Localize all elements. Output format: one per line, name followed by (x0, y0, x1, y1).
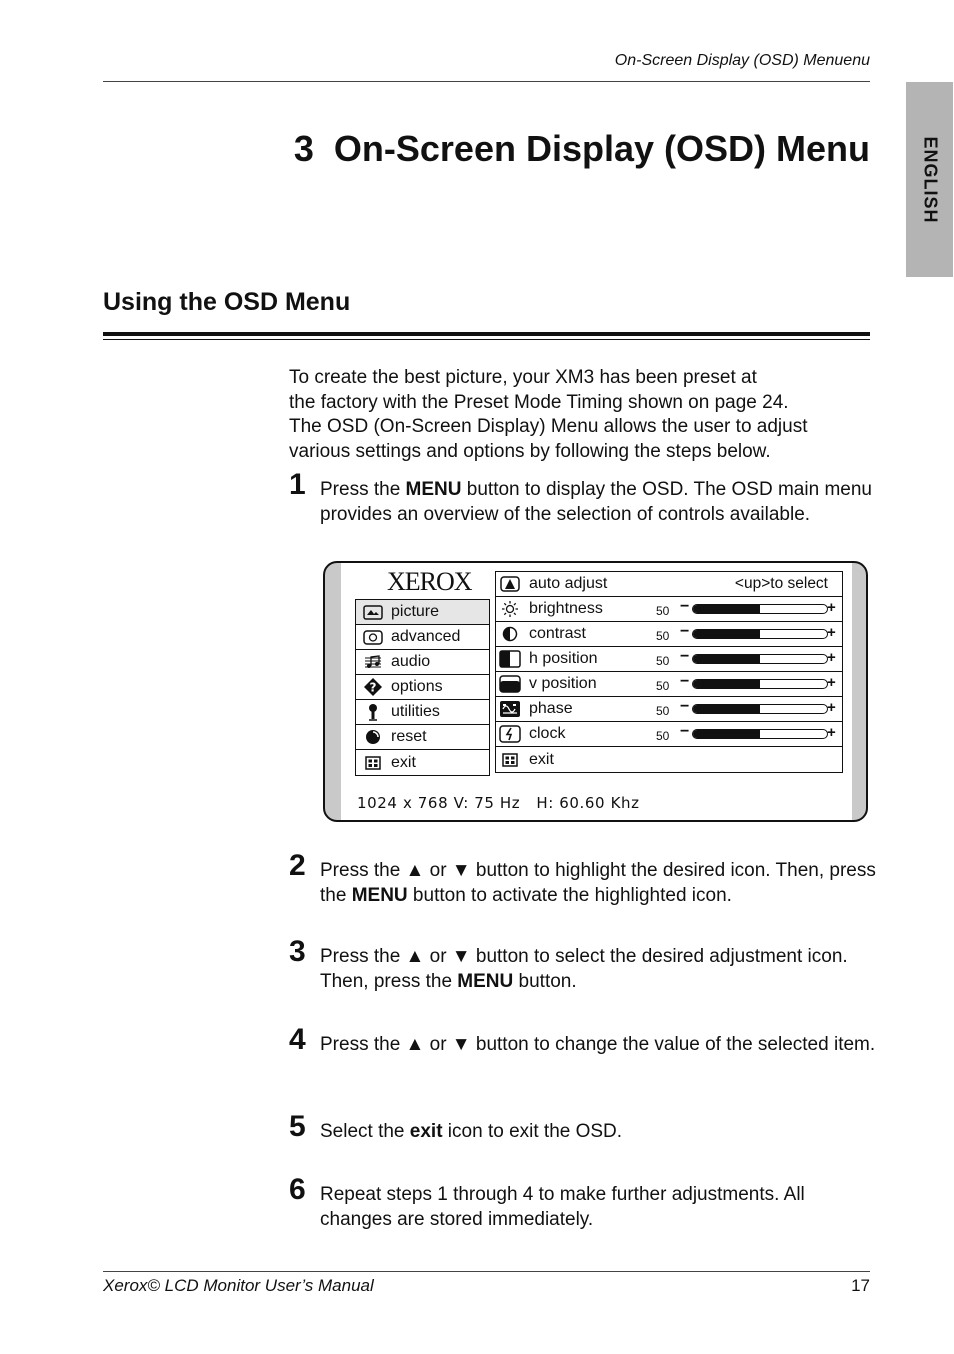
osd-menu-item-reset[interactable] (356, 725, 489, 750)
slider-fill (693, 730, 760, 738)
step-text: Press the MENU button to display the OSD. The OSD main menu provides an overview of the selection of controls available. (320, 479, 872, 525)
osd-menu-label: picture (391, 603, 440, 620)
intro-paragraph (289, 366, 879, 464)
running-header: On-Screen Display (OSD) Menuenu (614, 52, 870, 69)
section-title: Using the OSD Menu (103, 288, 351, 316)
osd-status-line: 1024 x 768 V: 75 Hz H: 60.60 Khz (357, 794, 640, 812)
osd-main-menu (355, 599, 490, 776)
osd-submenu-item-h-position[interactable] (496, 647, 842, 672)
osd-submenu-label: contrast (529, 625, 586, 642)
step-number: 1 (289, 468, 306, 501)
slider-fill (693, 630, 760, 638)
osd-menu-label: utilities (391, 703, 440, 720)
xerox-logo: XEROX (387, 567, 472, 596)
minus-sign: − (680, 673, 690, 690)
plus-sign: + (827, 599, 836, 616)
h-position-slider[interactable] (692, 654, 828, 664)
plus-sign: + (827, 624, 836, 641)
clock-slider[interactable] (692, 729, 828, 739)
audio-icon (362, 654, 384, 670)
osd-menu-label: reset (391, 728, 427, 745)
page-number: 17 (851, 1276, 870, 1295)
minus-sign: − (680, 698, 690, 715)
footer-rule (103, 1271, 870, 1272)
osd-menu-label: options (391, 678, 443, 695)
osd-submenu-item-phase[interactable] (496, 697, 842, 722)
brightness-icon (499, 600, 521, 618)
v-position-icon (499, 675, 521, 693)
intro-line: The OSD (On-Screen Display) Menu allows the user to adjust (289, 416, 808, 437)
osd-menu-item-picture[interactable] (356, 600, 489, 625)
setting-value: 50 (656, 729, 670, 743)
osd-menu-item-audio[interactable] (356, 650, 489, 675)
step-text: Press the ▲ or ▼ button to select the desired adjustment icon. Then, press the MENU button. (320, 946, 848, 992)
osd-submenu-item-brightness[interactable] (496, 597, 842, 622)
osd-submenu-label: exit (529, 750, 554, 768)
slider-fill (693, 655, 760, 663)
setting-value: 50 (656, 679, 670, 693)
options-icon (362, 679, 384, 695)
chapter-title: 3 On-Screen Display (OSD) Menu (293, 128, 870, 169)
osd-submenu-label: clock (529, 725, 566, 742)
osd-submenu-item-exit[interactable] (496, 747, 842, 772)
section-rule-thick (103, 332, 870, 336)
language-tab-label: ENGLISH (920, 135, 940, 224)
v-position-slider[interactable] (692, 679, 828, 689)
osd-submenu-label: phase (529, 700, 573, 717)
contrast-icon (499, 625, 521, 643)
auto-adjust-icon (499, 575, 521, 593)
section-rule-thin (103, 339, 870, 340)
osd-menu-label: exit (391, 753, 416, 771)
plus-sign: + (827, 699, 836, 716)
language-tab (906, 82, 953, 277)
step-text: Press the ▲ or ▼ button to highlight the desired icon. Then, press the MENU button to activate the highlighted icon. (320, 860, 876, 906)
utilities-icon (362, 704, 384, 720)
phase-slider[interactable] (692, 704, 828, 714)
step-number: 2 (289, 849, 306, 882)
svg-text:?: ? (369, 680, 377, 695)
intro-line: various settings and options by following the steps below. (289, 440, 771, 462)
osd-submenu-item-clock[interactable] (496, 722, 842, 747)
intro-line: the factory with the Preset Mode Timing shown on page 24. (289, 391, 789, 413)
minus-sign: − (680, 723, 690, 740)
osd-submenu-label: v position (529, 675, 597, 692)
osd-menu-item-utilities[interactable] (356, 700, 489, 725)
plus-sign: + (827, 724, 836, 741)
step-text: Select the exit icon to exit the OSD. (320, 1121, 623, 1142)
slider-fill (693, 705, 760, 713)
clock-icon (499, 725, 521, 743)
osd-submenu-item-v-position[interactable] (496, 672, 842, 697)
setting-value: 50 (656, 704, 670, 718)
osd-submenu-item-contrast[interactable] (496, 622, 842, 647)
osd-menu-item-advanced[interactable] (356, 625, 489, 650)
intro-line: To create the best picture, your XM3 has been preset at (289, 367, 757, 388)
h-position-icon (499, 650, 521, 668)
minus-sign: − (680, 598, 690, 615)
phase-icon (499, 700, 521, 718)
minus-sign: − (680, 648, 690, 665)
exit-icon (362, 755, 384, 771)
step-number: 5 (289, 1110, 306, 1143)
osd-menu-label: audio (391, 653, 431, 670)
step-number: 6 (289, 1173, 306, 1206)
contrast-slider[interactable] (692, 629, 828, 639)
osd-submenu-label: brightness (529, 600, 603, 617)
slider-fill (693, 680, 760, 688)
osd-submenu (495, 571, 843, 773)
osd-menu-item-options[interactable] (356, 675, 489, 700)
plus-sign: + (827, 649, 836, 666)
slider-fill (693, 605, 760, 613)
reset-icon (362, 729, 384, 745)
step-text: Press the ▲ or ▼ button to change the value of the selected item. (320, 1034, 876, 1055)
step-text: Repeat steps 1 through 4 to make further adjustments. All changes are stored immediately. (320, 1184, 805, 1230)
setting-value: 50 (656, 654, 670, 668)
minus-sign: − (680, 623, 690, 640)
manual-title: Xerox© LCD Monitor User’s Manual (103, 1276, 374, 1295)
brightness-slider[interactable] (692, 604, 828, 614)
header-rule (103, 81, 870, 82)
advanced-icon (362, 629, 384, 645)
osd-submenu-item-auto-adjust[interactable] (496, 572, 842, 597)
picture-icon (362, 604, 384, 620)
setting-value: 50 (656, 604, 670, 618)
step-number: 4 (289, 1023, 306, 1056)
osd-submenu-label: h position (529, 650, 598, 667)
osd-submenu-label: auto adjust (529, 575, 608, 592)
osd-menu-item-exit[interactable] (356, 750, 489, 775)
plus-sign: + (827, 674, 836, 691)
exit-icon (499, 751, 521, 769)
setting-value: 50 (656, 629, 670, 643)
select-hint: <up>to select (734, 575, 828, 592)
osd-menu-label: advanced (391, 628, 461, 645)
step-number: 3 (289, 935, 306, 968)
